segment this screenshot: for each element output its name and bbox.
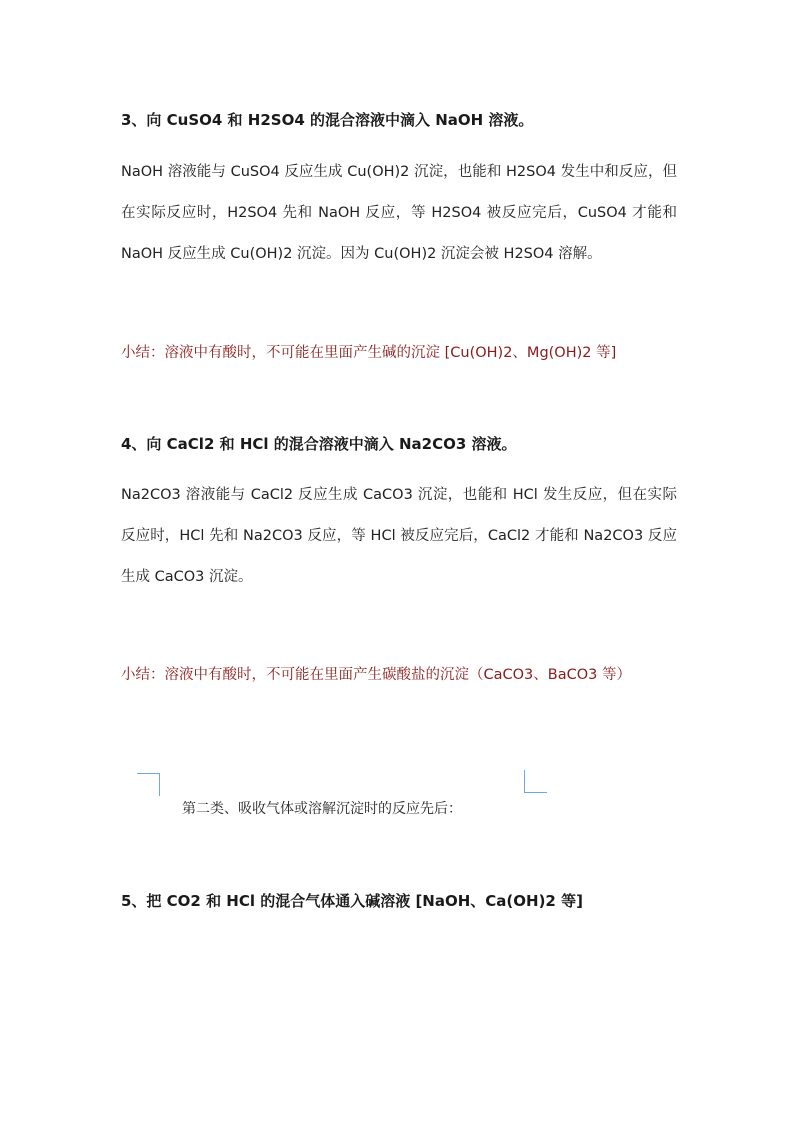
section-3-heading: 3、向 CuSO4 和 H2SO4 的混合溶液中滴入 NaOH 溶液。 <box>121 111 534 129</box>
corner-mark-right <box>524 770 547 793</box>
section-3-summary: 小结：溶液中有酸时，不可能在里面产生碱的沉淀 [Cu(OH)2、Mg(OH)2 等] <box>121 345 617 361</box>
section-5-heading: 5、把 CO2 和 HCl 的混合气体通入碱溶液 [NaOH、Ca(OH)2 等] <box>121 892 583 910</box>
category-2-title: 第二类、吸收气体或溶解沉淀时的反应先后： <box>182 801 462 817</box>
section-4-heading: 4、向 CaCl2 和 HCl 的混合溶液中滴入 Na2CO3 溶液。 <box>121 435 517 453</box>
corner-mark-left <box>137 773 160 796</box>
section-3-paragraph: NaOH 溶液能与 CuSO4 反应生成 Cu(OH)2 沉淀，也能和 H2SO4 发生中和反应，但在实际反应时，H2SO4 先和 NaOH 反应，等 H2SO4 被反应完后，CuSO4 才能和 NaOH 反应生成 Cu(OH)2 沉淀。因为 Cu(OH)2 沉淀会被 H2SO4 溶解。 <box>121 164 677 262</box>
section-4-summary: 小结：溶液中有酸时，不可能在里面产生碳酸盐的沉淀（CaCO3、BaCO3 等） <box>121 667 631 683</box>
section-4-paragraph: Na2CO3 溶液能与 CaCl2 反应生成 CaCO3 沉淀，也能和 HCl 发生反应，但在实际反应时，HCl 先和 Na2CO3 反应，等 HCl 被反应完后，CaCl2 才能和 Na2CO3 反应生成 CaCO3 沉淀。 <box>121 487 677 585</box>
